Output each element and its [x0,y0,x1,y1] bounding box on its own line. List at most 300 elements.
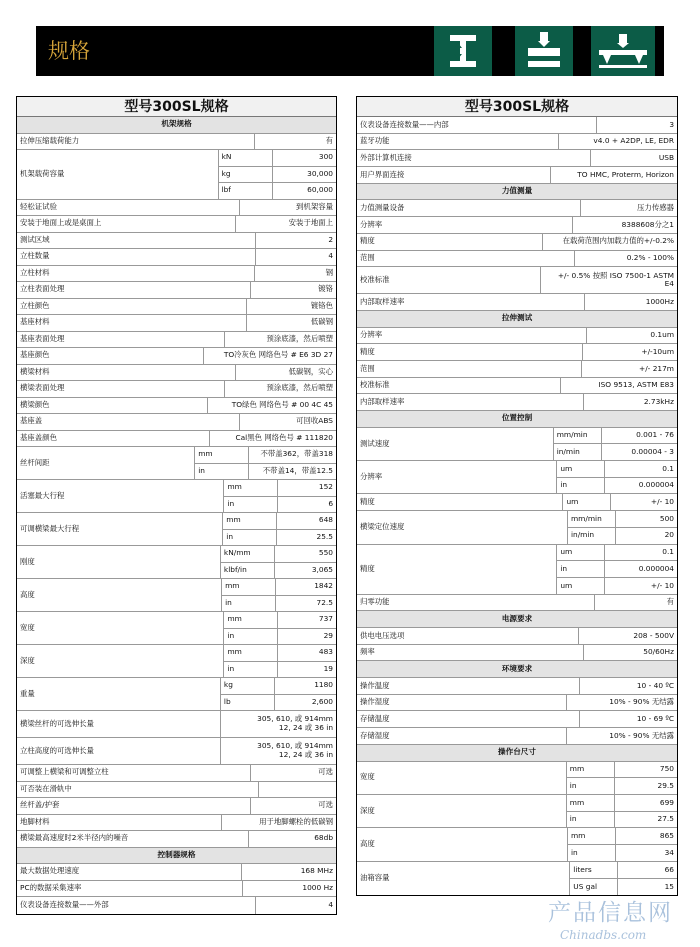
spec-unit: lb [221,695,275,711]
spec-value: 2,600 [311,696,334,706]
spec-value: 不带盖362，带盖318 [260,449,333,459]
page-banner [36,26,664,76]
spec-label: 精度 [357,494,563,510]
spec-row [357,328,677,345]
spec-subrow [570,862,677,879]
spec-label: 深度 [357,795,567,827]
spec-subrow [219,183,336,199]
spec-row [17,738,336,765]
spec-label: 精度 [357,234,543,250]
spec-value: 压力传感器 [637,203,674,213]
section-header: 电源要求 [357,611,677,628]
spec-row [17,365,336,382]
spec-value: 可选 [318,800,334,810]
spec-label: 外部计算机连接 [357,150,591,166]
spec-unit: lbf [219,183,273,199]
spec-label: 可调整上横梁和可调整立柱 [17,765,251,781]
spec-value: +/- 10 [650,580,675,590]
spec-unit: in [567,812,615,828]
spec-subrow [219,150,336,167]
spec-value: 镀铬 [318,284,334,294]
section-header: 机架规格 [17,117,336,134]
spec-label: 立柱材料 [17,266,255,282]
spec-row [357,234,677,251]
spec-subrow [570,879,677,895]
spec-value: 29 [323,630,334,640]
spec-value: 500 [659,513,675,523]
spec-subrow [219,167,336,184]
spec-unit: in [222,596,276,612]
spec-subrow [554,428,677,445]
spec-unit: um [563,494,611,510]
spec-subrow [567,762,677,779]
spec-row [357,461,677,494]
spec-unit: in/min [568,528,616,544]
spec-row [357,711,677,728]
spec-value: 钢 [325,267,333,277]
spec-row [17,864,336,881]
spec-value: 0.1 [662,547,675,557]
spec-table-title: 型号300SL规格 [17,97,336,117]
section-header: 控制器规格 [17,848,336,865]
spec-label: 宽度 [357,762,567,794]
spec-value: TO HMC, Proterm, Horizon [577,169,674,179]
spec-unit: mm [195,447,249,463]
spec-unit: um [557,578,605,594]
spec-row [357,294,677,311]
spec-value: +/- 217m [639,363,675,373]
spec-values [563,494,677,510]
section-header: 操作台尺寸 [357,745,677,762]
spec-subrow [568,828,677,845]
spec-value: USB [658,152,675,162]
spec-row [17,831,336,848]
spec-value [259,782,337,798]
spec-subrow [557,545,677,562]
spec-value: 305, 610, 或 914mm 12, 24 或 36 in [257,714,334,732]
spec-row [17,612,336,645]
spec-row [357,200,677,217]
spec-unit: US gal [570,879,618,895]
section-header: 拉伸测试 [357,311,677,328]
spec-label: 蓝牙功能 [357,134,559,150]
spec-unit: in [224,662,278,678]
spec-label: 范围 [357,251,575,267]
spec-label: 操作湿度 [357,695,567,711]
spec-value: 168 MHz [300,866,333,876]
spec-row [357,134,677,151]
spec-label: 宽度 [17,612,224,644]
spec-value: 30,000 [307,168,333,178]
spec-unit: mm/min [568,511,616,527]
spec-subrow [223,530,336,546]
spec-subrow [224,612,336,629]
spec-subrow [221,563,336,579]
spec-values [221,678,336,710]
spec-row [17,266,336,283]
spec-subrow [557,461,677,478]
spec-subrow [222,596,336,612]
spec-label: 测试速度 [357,428,554,460]
spec-row [17,200,336,217]
spec-row [357,267,677,294]
spec-value: 0.1um [650,330,675,340]
spec-row [357,545,677,595]
spec-values [195,447,336,479]
spec-value: 208 - 500V [633,630,675,640]
spec-value: 1842 [314,581,333,591]
spec-unit: mm/min [554,428,602,444]
spec-label: 活塞最大行程 [17,480,224,512]
spec-label: 横梁颜色 [17,398,208,414]
spec-label: 操作温度 [357,678,580,694]
spec-unit: um [557,461,605,477]
spec-label: 油箱容量 [357,862,570,895]
spec-row [357,428,677,461]
spec-row [357,217,677,234]
spec-values [557,461,677,493]
spec-row [17,513,336,546]
spec-row [357,167,677,184]
spec-value: 安装于地面上 [288,218,334,228]
spec-label: 供电电压选项 [357,628,579,644]
spec-label: 存储湿度 [357,728,567,744]
spec-subrow [222,579,336,596]
spec-row [357,728,677,745]
spec-unit: kg [219,167,273,183]
spec-subrow [563,494,677,510]
spec-unit: liters [570,862,618,878]
spec-value: 0.1 [662,463,675,473]
spec-subrow [224,662,336,678]
spec-value: 648 [318,515,333,525]
spec-label: 测试区域 [17,233,256,249]
spec-values [223,513,336,545]
spec-label: 频率 [357,645,584,661]
spec-unit: um [557,545,605,561]
spec-label: 范围 [357,361,582,377]
spec-subrow [195,464,336,480]
spec-label: 归零功能 [357,595,595,611]
spec-value: 镀铬色 [310,300,333,310]
spec-row [357,150,677,167]
spec-value: 2 [328,234,334,244]
spec-unit: in [224,497,278,513]
spec-subrow [221,546,336,563]
spec-value: 50/60Hz [643,647,674,657]
spec-label: PC的数据采集速率 [17,881,243,897]
spec-label: 轻松证试验 [17,200,240,216]
spec-value: 10 - 69 ºC [636,714,675,724]
spec-label: 基座盖 [17,414,240,430]
spec-values [570,862,677,895]
spec-row [17,480,336,513]
spec-row [17,299,336,316]
spec-values [222,579,336,611]
spec-unit: kN [219,150,273,166]
spec-table-left [16,96,337,915]
spec-label: 力值测量设备 [357,200,581,216]
watermark-url: Chinadbs.com [560,928,647,942]
spec-value: 可选 [318,767,334,777]
spec-value: 305, 610, 或 914mm 12, 24 或 36 in [257,741,334,759]
spec-value: 预涂底漆，然后喷塑 [266,333,333,343]
spec-row [17,249,336,266]
spec-row [17,216,336,233]
spec-value: 300 [318,152,333,162]
spec-value: 15 [664,881,674,891]
spec-label: 刚度 [17,546,221,578]
spec-value: Cal黑色 网络色号 # 111820 [235,432,334,442]
spec-subrow [567,795,677,812]
spec-label: 存储温度 [357,711,580,727]
spec-value: 在载荷范围内加载力值的+/-0.2% [562,236,674,246]
spec-value: 10% - 90% 无结露 [609,730,674,740]
flexure-test-icon [591,26,655,76]
spec-unit: mm [223,513,277,529]
spec-subrow [554,444,677,460]
spec-value: 29.5 [657,780,674,790]
spec-label: 内部取样速率 [357,394,584,410]
spec-value: 60,000 [307,185,333,195]
spec-value: 25.5 [316,531,333,541]
spec-table-title: 型号300SL规格 [357,97,677,117]
spec-subrow [195,447,336,464]
spec-subrow [224,629,336,645]
spec-label: 基座颜色 [17,348,204,364]
spec-value: 有 [666,597,674,607]
spec-label: 立柱颜色 [17,299,247,315]
spec-row [17,782,336,799]
spec-value: 有 [325,135,333,145]
spec-unit: mm [222,579,276,595]
spec-value: 1000Hz [645,296,674,306]
spec-label: 校准标准 [357,267,541,293]
spec-unit: mm [224,612,278,628]
spec-value: +/- 0.5% 按照 ISO 7500-1 ASTM E4 [557,270,675,289]
watermark-text: 产品信息网 [548,900,673,926]
compression-test-icon [515,26,573,76]
spec-label: 精度 [357,344,583,360]
spec-label: 立柱数量 [17,249,256,265]
spec-row [17,315,336,332]
spec-value: 699 [659,797,674,807]
spec-row [17,282,336,299]
spec-value: 0.2% - 100% [626,253,674,263]
spec-label: 精度 [357,545,557,594]
spec-unit: mm [567,795,615,811]
spec-row [17,398,336,415]
spec-subrow [567,778,677,794]
spec-label: 用户界面连接 [357,167,551,183]
spec-row [17,381,336,398]
spec-label: 最大数据处理速度 [17,864,242,880]
spec-label: 拉伸压缩载荷能力 [17,134,255,150]
spec-value: 34 [664,847,675,857]
spec-row [17,881,336,898]
spec-unit: in [224,629,278,645]
spec-values [567,762,677,794]
spec-label: 安装于地面上或是桌面上 [17,216,236,232]
spec-value: 到机架容量 [296,201,333,211]
spec-subrow [568,528,677,544]
spec-unit: in [557,561,605,577]
spec-values [219,150,336,199]
spec-row [357,251,677,268]
spec-subrow [221,678,336,695]
spec-row [357,511,677,544]
spec-row [17,579,336,612]
spec-row [17,765,336,782]
spec-value: 可回收ABS [296,416,333,426]
spec-unit: mm [567,762,615,778]
spec-row [357,795,677,828]
spec-value: ISO 9513, ASTM E83 [598,380,675,390]
spec-value: 27.5 [657,814,674,824]
spec-unit: kg [221,678,275,694]
spec-row [17,150,336,200]
spec-row [17,134,336,151]
page-title: 规格 [48,39,90,63]
spec-value: 低碳钢 [310,317,333,327]
spec-label: 深度 [17,645,224,677]
spec-unit: in/min [554,444,602,460]
spec-label: 丝杆间距 [17,447,195,479]
spec-value: 1180 [314,680,334,690]
spec-value: TO冷灰色 网络色号 # E6 3D 27 [223,350,333,360]
spec-value: 4 [328,899,334,909]
spec-label: 高度 [357,828,568,860]
section-header: 环境要求 [357,661,677,678]
spec-value: 6 [328,498,334,508]
spec-label: 横梁材料 [17,365,236,381]
spec-row [357,628,677,645]
spec-table-right [356,96,678,896]
spec-value: 10 - 40 ºC [636,680,675,690]
spec-row [17,233,336,250]
spec-value: 10% - 90% 无结露 [609,697,674,707]
spec-unit: in [567,778,615,794]
spec-value: 20 [664,530,675,540]
spec-row [357,695,677,712]
spec-subrow [223,513,336,530]
spec-label: 立柱高度的可选伸长量 [17,738,221,764]
spec-row [17,798,336,815]
spec-unit: in [568,845,616,861]
spec-row [17,348,336,365]
spec-label: 分辨率 [357,217,573,233]
spec-label: 仪表设备连接数量——外部 [17,897,256,914]
spec-value: +/- 10 [650,497,675,507]
spec-unit: mm [224,480,278,496]
spec-value: 483 [318,647,334,657]
spec-row [17,546,336,579]
spec-value: 66 [664,864,674,874]
spec-value: 3,065 [311,564,334,574]
spec-row [357,117,677,134]
spec-label: 横梁表面处理 [17,381,225,397]
section-header: 位置控制 [357,411,677,428]
tensile-test-icon [434,26,492,76]
spec-value: 预涂底漆，然后喷塑 [266,383,333,393]
spec-row [357,862,677,895]
spec-label: 校准标准 [357,378,561,394]
spec-subrow [557,561,677,578]
spec-value: 0.000004 [638,563,675,573]
spec-label: 仪表设备连接数量——内部 [357,117,597,133]
spec-row [17,431,336,448]
spec-label: 横梁最高速度时2米半径内的噪音 [17,831,249,847]
spec-row [357,595,677,612]
spec-value: 0.00004 - 3 [631,446,675,456]
spec-value: 1000 Hz [302,882,334,892]
spec-subrow [567,812,677,828]
spec-value: 低碳钢，实心 [288,366,334,376]
spec-values [224,480,336,512]
spec-value: 737 [318,614,334,624]
spec-row [17,332,336,349]
spec-row [357,645,677,662]
spec-label: 横梁丝杆的可选伸长量 [17,711,221,737]
spec-subrow [224,497,336,513]
spec-row [17,678,336,711]
spec-value: 68db [314,833,334,843]
spec-row [17,447,336,480]
spec-values [567,795,677,827]
spec-row [357,762,677,795]
spec-value: +/-10um [641,346,675,356]
spec-value: v4.0 + A2DP, LE, EDR [593,136,675,146]
spec-subrow [224,480,336,497]
spec-unit: klbf/in [221,563,275,579]
spec-unit: kN/mm [221,546,275,562]
spec-row [357,494,677,511]
spec-row [17,414,336,431]
spec-values [554,428,677,460]
spec-value: 4 [328,251,334,261]
spec-value: TO绿色 网络色号 # 00 4C 45 [231,399,334,409]
spec-value: 0.001 - 76 [636,430,675,440]
spec-label: 可否装在滑轨中 [17,782,259,798]
spec-label: 丝杆盖/护套 [17,798,251,814]
spec-value: 152 [318,482,334,492]
spec-value: 865 [659,830,675,840]
spec-label: 基座表面处理 [17,332,225,348]
spec-subrow [568,845,677,861]
spec-value: 3 [669,119,675,129]
spec-label: 分辨率 [357,328,587,344]
spec-unit: mm [224,645,278,661]
spec-row [17,645,336,678]
spec-row [357,361,677,378]
spec-subrow [221,695,336,711]
spec-value: 750 [659,764,674,774]
spec-values [224,645,336,677]
spec-label: 立柱表面处理 [17,282,251,298]
spec-values [221,546,336,578]
spec-unit: in [223,530,277,546]
spec-subrow [557,578,677,594]
spec-label: 分辨率 [357,461,557,493]
spec-row [357,378,677,395]
spec-values [568,511,677,543]
spec-label: 机架载荷容量 [17,150,219,199]
spec-label: 地脚材料 [17,815,222,831]
spec-value: 不带盖14，带盖12.5 [262,465,333,475]
spec-row [17,815,336,832]
spec-subrow [557,478,677,494]
spec-label: 内部取样速率 [357,294,585,310]
